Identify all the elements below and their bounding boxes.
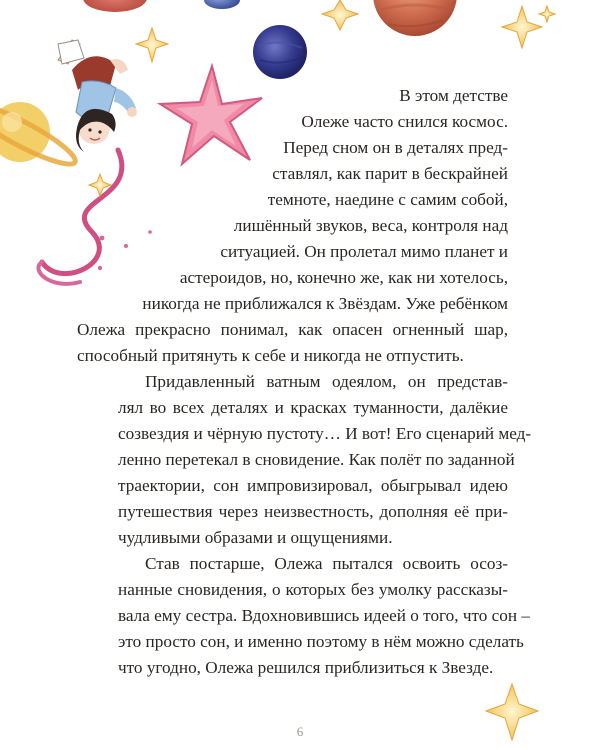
pink-star [160, 66, 262, 164]
text-line: Олеже часто снился космос. [301, 112, 508, 131]
pink-ribbon [38, 150, 151, 284]
text-line: это просто сон, и именно поэтому в нём можно сделать [118, 632, 524, 651]
ringed-planet [0, 95, 81, 173]
text-line: ситуацией. Он пролетал мимо планет и [220, 242, 508, 261]
text-line: никогда не приближался к Звёздам. Уже ребёнком [142, 294, 508, 313]
text-line: ставлял, как парит в бескрайней [272, 164, 508, 183]
planet-orange [373, 0, 457, 36]
text-line: что угодно, Олежа решился приблизиться к Звезде. [118, 658, 494, 677]
text-line: лишённый звуков, веса, контроля над [233, 216, 508, 235]
text-line: нанные сновидения, о которых без умолку рассказы- [118, 580, 508, 599]
text-line: путешествия через неизвестность, дополняя её при- [118, 502, 508, 521]
text-line: Перед сном он в деталях пред- [283, 138, 508, 157]
planet-blue [253, 25, 307, 79]
text-line: созвездия и чёрную пустоту… И вот! Его сценарий мед- [118, 424, 532, 443]
page-number: 6 [296, 724, 304, 739]
text-line: астероидов, но, конечно же, как ни хотелось, [179, 268, 508, 287]
text-line: Став постарше, Олежа пытался освоить осоз- [145, 554, 508, 573]
text-line: вала ему сестра. Вдохновившись идеей о того, что сон – [118, 606, 530, 625]
text-line: лял во всех деталях и красках туманности, далёкие [118, 398, 508, 417]
text-line: чудливыми образами и ощущениями. [118, 528, 393, 547]
text-line: траектории, сон импровизировал, обыгрывал идею [118, 476, 508, 495]
text-line: ленно перетекал в сновидение. Как полёт по заданной [118, 450, 515, 469]
planet-red-top [83, 0, 147, 12]
planet-small-blue-top [204, 0, 240, 9]
text-line: Олежа прекрасно понимал, как опасен огненный шар, [77, 320, 508, 339]
text-line: Придавленный ватным одеялом, он представ- [145, 372, 508, 391]
text-line: темноте, наедине с самим собой, [267, 190, 508, 209]
text-line: способный притянуть к себе и никогда не отпустить. [77, 346, 464, 365]
text-line: В этом детстве [399, 86, 508, 105]
floating-boy [58, 40, 137, 152]
